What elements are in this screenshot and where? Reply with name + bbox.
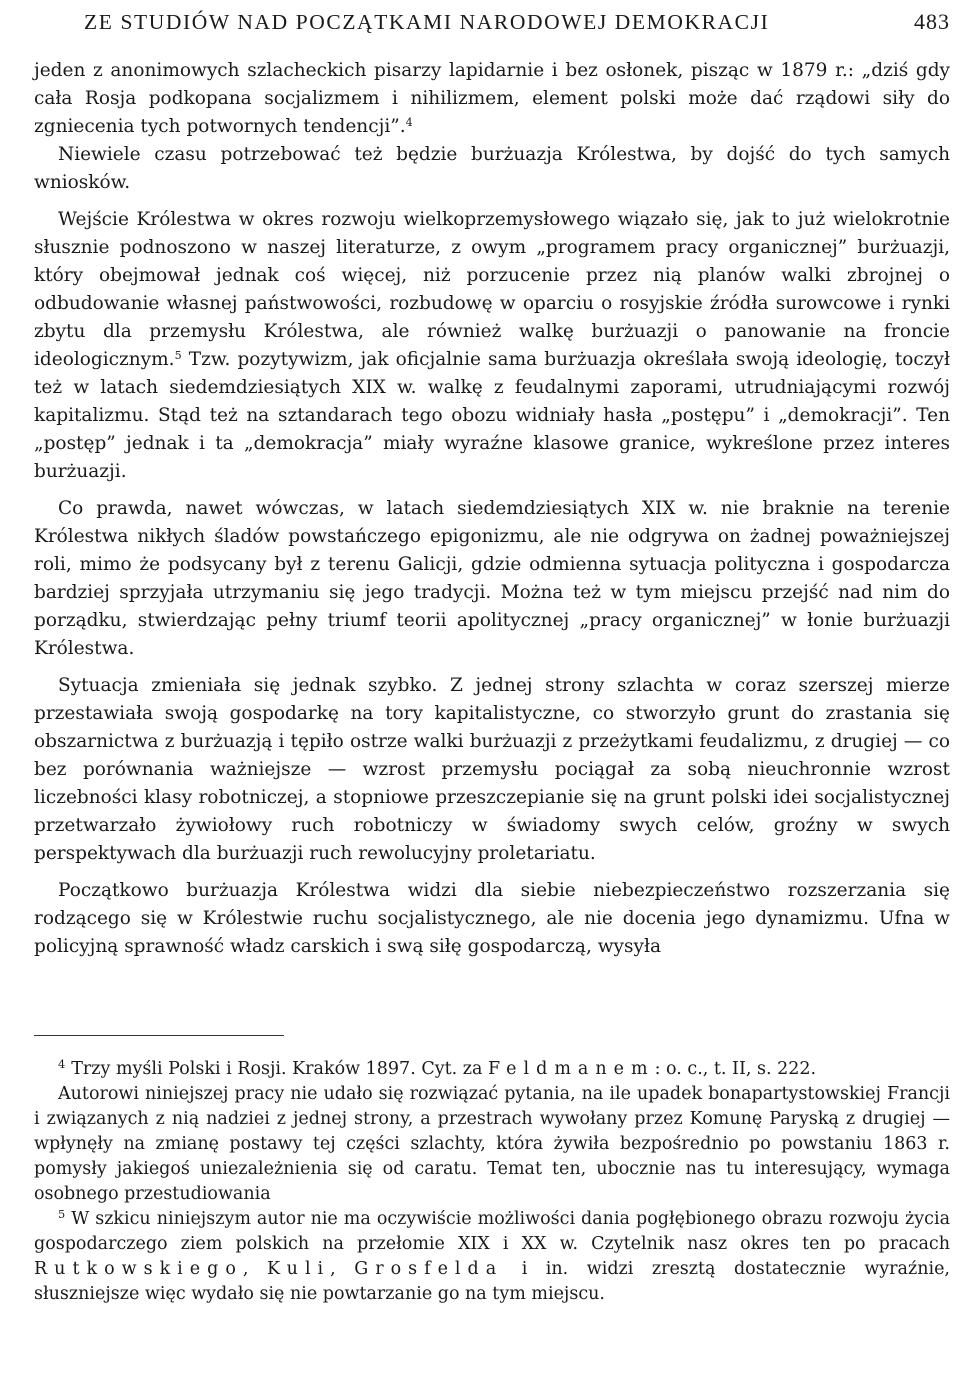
- author-name-spaced: Feldmanem: [487, 1059, 655, 1079]
- paragraph: [34, 672, 950, 868]
- footnotes: [34, 1057, 950, 1307]
- author-name-spaced: Kuli: [266, 1259, 331, 1279]
- separator: ,: [330, 1259, 355, 1279]
- paragraph-text: Niewiele czasu potrzebować też będzie burżuazja Królestwa, by dojść do tych samych wniosków.: [34, 144, 950, 193]
- footnote-mark: 5: [58, 1207, 66, 1222]
- paragraph-text: jeden z anonimowych szlacheckich pisarzy lapidarnie i bez osłonek, pisząc w 1879 r.: „dziś gdy cała Rosja podkopana socjalizmem i nihilizmem, element polski może dać rządowi siły do zgniecenia tych potwornych tendencji”.: [34, 60, 950, 137]
- paragraph-text: Początkowo burżuazja Królestwa widzi dla siebie niebezpieczeństwo rozszerzania się rodzącego się w Królestwie ruchu socjalistycznego, ale nie docenia jego dynamizmu. Ufna w policyjną sprawność władz carskich i swą siłę gospodarczą, wysyła: [34, 880, 950, 957]
- footnote-text: i in. widzi zresztą dostatecznie wyraźnie, słuszniejsze więc wydało się nie powtarzanie go na tym miejscu.: [34, 1259, 950, 1304]
- paragraph-text: Wejście Królestwa w okres rozwoju wielkoprzemysłowego wiązało się, jak to już wielokrotnie słusznie podnoszono w naszej literaturze, z owym „programem pracy organicznej” burżuazji, który obejmował jednak coś więcej, niż porzucenie przez nią planów walki zbrojnej o odbudowanie własnej państwowości, rozbudowę w oparciu o rosyjskie źródła surowcowe i rynki zbytu dla przemysłu Królestwa, ale również walkę burżuazji o panowanie na froncie ideologicznym.: [34, 209, 950, 370]
- footnote-text: Autorowi niniejszej pracy nie udało się rozwiązać pytania, na ile upadek bonapartystowskiej Francji i związanych z nią nadziei z jednej strony, a przestrach wywołany przez Komunę Paryską z drugiej — wpłynęły na zmianę postawy tej części szlachty, która żywiła bezpośrednio po powstaniu 1863 r. pomysły jakiegoś uniezależnienia się od caratu. Temat ten, ubocznie nas tu interesujący, wymaga osobnego przestudiowania: [34, 1084, 950, 1204]
- main-text: [34, 57, 950, 961]
- footnote-ref: 5: [174, 348, 182, 362]
- footnote-mark: 4: [58, 1057, 66, 1072]
- paragraph: [34, 57, 950, 141]
- footnote: [34, 1207, 950, 1307]
- paragraph: [34, 206, 950, 486]
- footnote-text: : o. c., t. II, s. 222.: [654, 1059, 817, 1079]
- paragraph: [34, 877, 950, 961]
- running-header: [84, 2, 950, 42]
- footnote-text: Trzy myśli Polski i Rosji. Kraków 1897. Cyt. za: [71, 1059, 488, 1079]
- paragraph-text: Tzw. pozytywizm, jak oficjalnie sama burżuazja określała swoją ideologię, toczył też w latach siedemdziesiątych XIX w. walkę z feudalnymi zaporami, utrudniającymi rozwój kapitalizmu. Stąd też na sztandarach tego obozu widniały hasła „postępu” i „demokracji”. Ten „postęp” jednak i ta „demokracja” miały wyraźne klasowe granice, wykreślone przez interes burżuazji.: [34, 349, 950, 482]
- paragraph-text: Co prawda, nawet wówczas, w latach siedemdziesiątych XIX w. nie braknie na terenie Królestwa nikłych śladów powstańczego epigonizmu, ale nie odgrywa on żadnej poważniejszej roli, mimo że podsycany był z terenu Galicji, gdzie odmienna sytuacja polityczna i gospodarcza bardziej sprzyjała utrzymaniu się jego tradycji. Można też w tym miejscu przejść nad nim do porządku, stwierdzając pełny triumf teorii apolitycznej „pracy organicznej” w łonie burżuazji Królestwa.: [34, 498, 950, 659]
- footnote-ref: 4: [405, 115, 413, 129]
- footnote: [34, 1082, 950, 1207]
- paragraph-text: Sytuacja zmieniała się jednak szybko. Z jednej strony szlachta w coraz szerszej mierze przestawiała swoją gospodarkę na tory kapitalistyczne, co stworzyło grunt do zrastania się obszarnictwa z burżuazją i tępiło ostrze walki burżuazji z przeżytkami feudalizmu, z drugiej — co bez porównania ważniejsze — wzrost przemysłu pociągał za sobą nieuchronnie wzrost liczebności klasy robotniczej, a stopniowe przeszczepianie się na grunt polski idei socjalistycznej przetwarzało żywiołowy ruch robotniczy w świadomy swych celów, groźny w swych perspektywach dla burżuazji ruch rewolucyjny proletariatu.: [34, 675, 950, 864]
- author-name-spaced: Rutkowskiego: [34, 1259, 243, 1279]
- footnote: [34, 1057, 950, 1082]
- page-number: 483: [914, 9, 950, 34]
- author-name-spaced: Grosfelda: [354, 1259, 504, 1279]
- paragraph: [34, 141, 950, 197]
- footnote-divider: [34, 1035, 284, 1036]
- paragraph: [34, 495, 950, 663]
- footnote-text: W szkicu niniejszym autor nie ma oczywiście możliwości dania pogłębionego obrazu rozwoju życia gospodarczego ziem polskich na przełomie XIX i XX w. Czytelnik nasz okres ten po pracach: [34, 1209, 950, 1254]
- running-title: ZE STUDIÓW NAD POCZĄTKAMI NARODOWEJ DEMOKRACJI: [84, 9, 770, 34]
- separator: ,: [242, 1259, 267, 1279]
